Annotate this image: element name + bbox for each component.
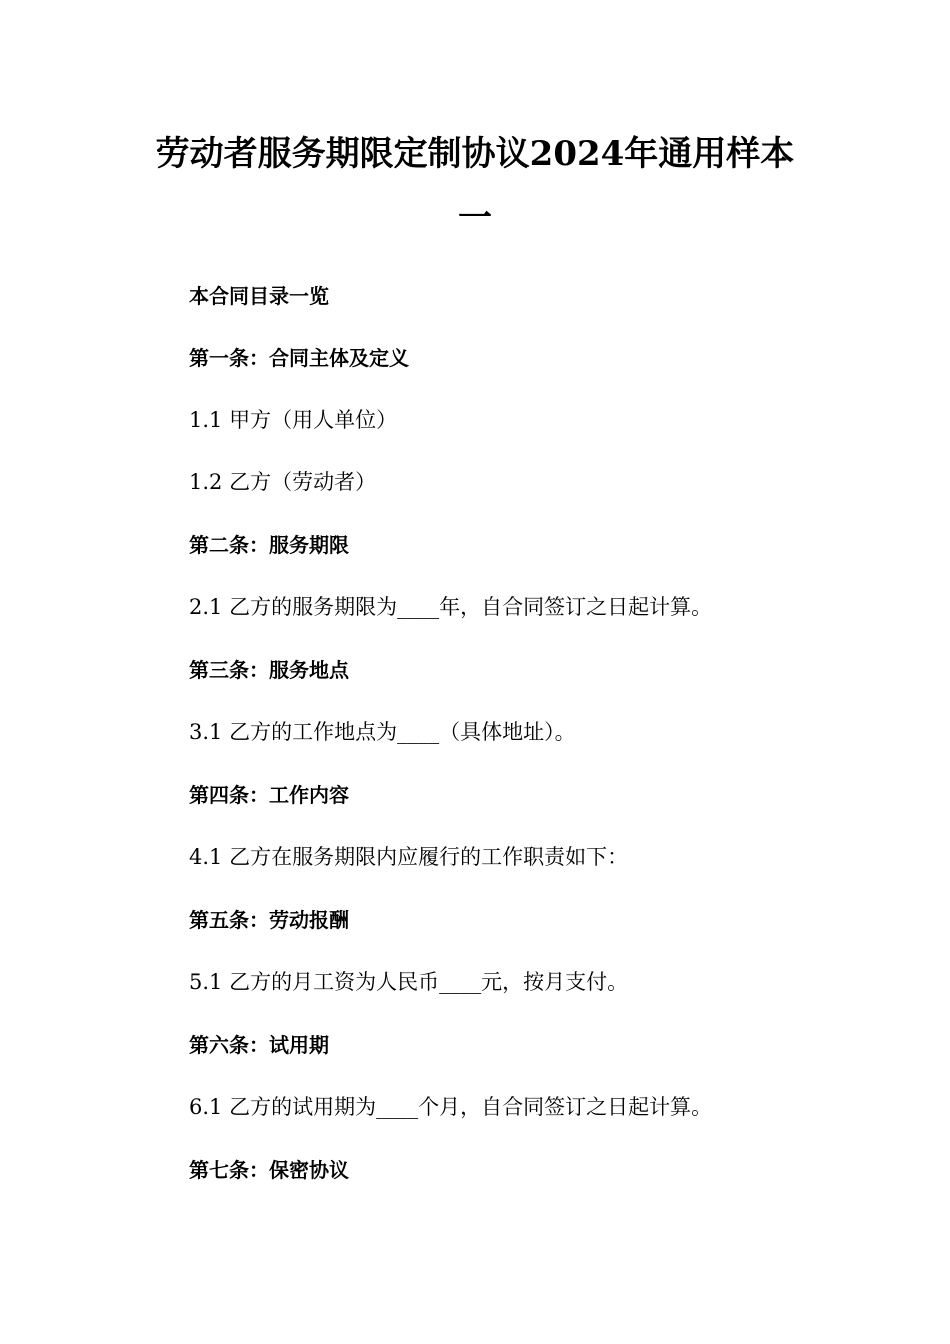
clause-5-1: 5.1 乙方的月工资为人民币____元，按月支付。 <box>189 970 629 994</box>
document-title-line2: 一 <box>458 198 492 238</box>
article-1-heading: 第一条：合同主体及定义 <box>189 346 409 370</box>
toc-heading: 本合同目录一览 <box>189 284 329 308</box>
clause-3-1: 3.1 乙方的工作地点为____（具体地址）。 <box>189 720 576 744</box>
article-6-heading: 第六条：试用期 <box>189 1033 329 1057</box>
article-7-heading: 第七条：保密协议 <box>189 1158 349 1182</box>
clause-6-1: 6.1 乙方的试用期为____个月，自合同签订之日起计算。 <box>189 1095 713 1119</box>
clause-4-1: 4.1 乙方在服务期限内应履行的工作职责如下： <box>189 845 629 869</box>
clause-2-1: 2.1 乙方的服务期限为____年，自合同签订之日起计算。 <box>189 595 713 619</box>
clause-1-1: 1.1 甲方（用人单位） <box>189 408 398 432</box>
article-3-heading: 第三条：服务地点 <box>189 658 349 682</box>
article-2-heading: 第二条：服务期限 <box>189 533 349 557</box>
clause-1-2: 1.2 乙方（劳动者） <box>189 470 377 494</box>
document-title-line1: 劳动者服务期限定制协议2024年通用样本 <box>155 134 795 174</box>
article-4-heading: 第四条：工作内容 <box>189 783 349 807</box>
article-5-heading: 第五条：劳动报酬 <box>189 908 349 932</box>
